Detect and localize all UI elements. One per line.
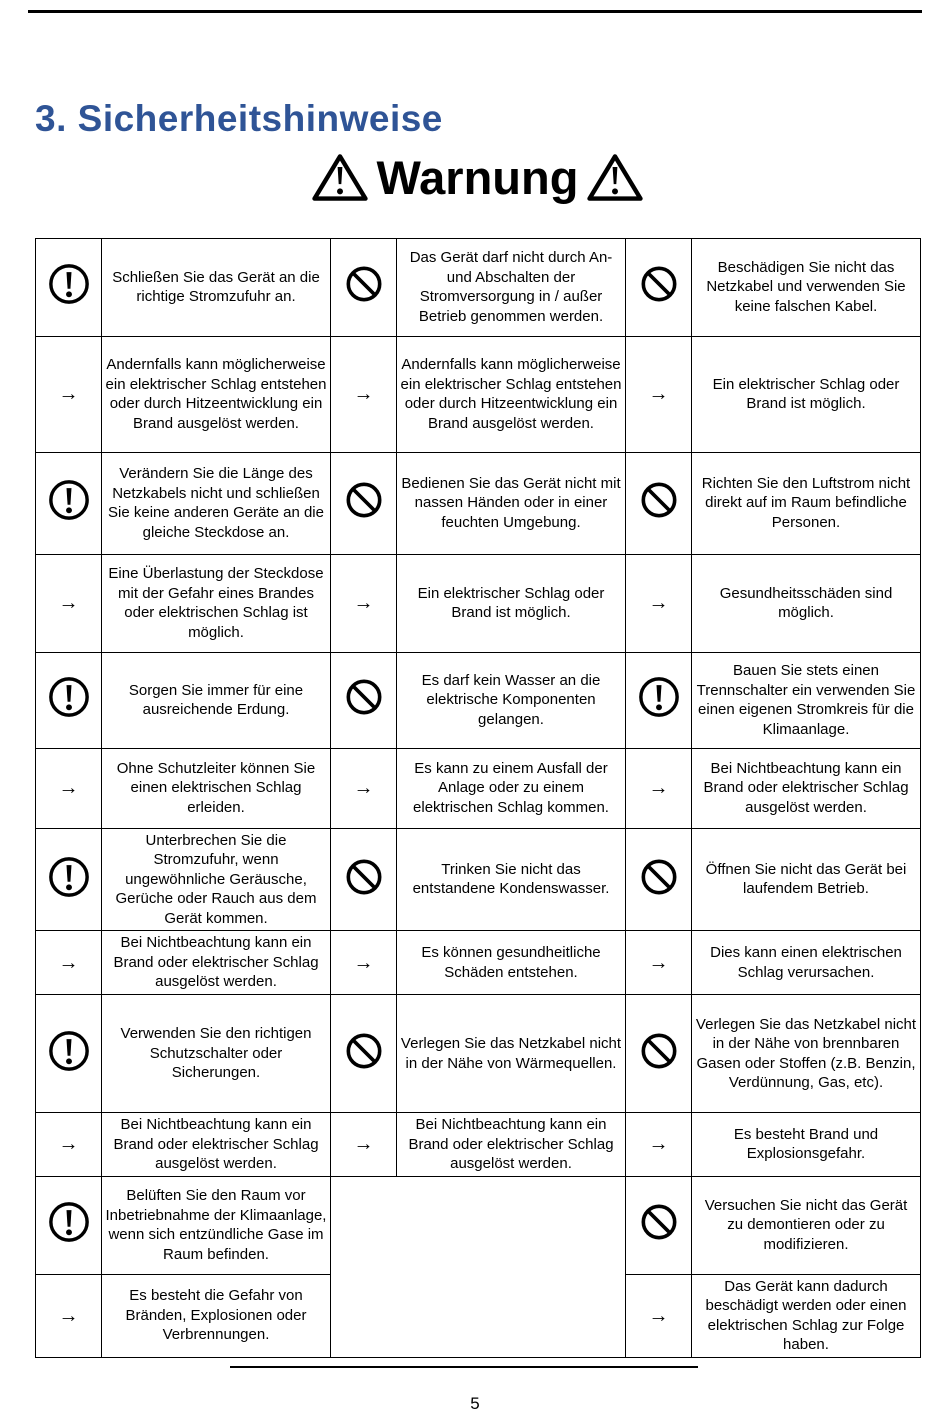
instruction-text: Das Gerät darf nicht durch An- und Abschalten der Stromversorgung in / außer Betrieb genommen werden. (397, 238, 626, 336)
table-bottom-line (230, 1366, 698, 1368)
consequence-text: Bei Nichtbeachtung kann ein Brand oder elektrischer Schlag ausgelöst werden. (397, 1113, 626, 1177)
icon-cell (626, 336, 692, 452)
table-row (36, 828, 921, 931)
arrow-icon: → (58, 1133, 79, 1156)
instruction-text: Bedienen Sie das Gerät nicht mit nassen Händen oder in einer feuchten Umgebung. (397, 452, 626, 554)
arrow-icon: → (648, 592, 669, 615)
instruction-text: Verlegen Sie das Netzkabel nicht in der Nähe von brennbaren Gasen oder Stoffen (z.B. Benzin, Verdünnung, Gas, etc). (692, 995, 921, 1113)
consequence-text: Andernfalls kann möglicherweise ein elektrischer Schlag entstehen oder durch Hitzeentwicklung ein Brand ausgelöst werden. (397, 336, 626, 452)
icon-cell (331, 931, 397, 995)
table-row (36, 238, 921, 336)
instruction-text: Öffnen Sie nicht das Gerät bei laufendem Betrieb. (692, 828, 921, 931)
consequence-text: Es besteht die Gefahr von Bränden, Explosionen oder Verbrennungen. (102, 1274, 331, 1357)
table-row (36, 1176, 921, 1274)
icon-cell (626, 748, 692, 828)
consequence-text: Dies kann einen elektrischen Schlag verursachen. (692, 931, 921, 995)
icon-cell (331, 652, 397, 748)
consequence-text: Es können gesundheitliche Schäden entstehen. (397, 931, 626, 995)
icon-cell (626, 828, 692, 931)
prohibition-icon (345, 858, 383, 896)
icon-cell (36, 1176, 102, 1274)
instruction-text: Es darf kein Wasser an die elektrische Komponenten gelangen. (397, 652, 626, 748)
instruction-text: Verwenden Sie den richtigen Schutzschalter oder Sicherungen. (102, 995, 331, 1113)
exclamation-circle-icon (48, 1030, 90, 1072)
icon-cell (331, 748, 397, 828)
arrow-icon: → (648, 951, 669, 974)
prohibition-icon (640, 265, 678, 303)
prohibition-icon (345, 265, 383, 303)
icon-cell (331, 828, 397, 931)
instruction-text: Belüften Sie den Raum vor Inbetriebnahme der Klimaanlage, wenn sich entzündliche Gase im Raum befinden. (102, 1176, 331, 1274)
icon-cell (36, 452, 102, 554)
icon-cell (626, 238, 692, 336)
icon-cell (626, 652, 692, 748)
icon-cell (36, 748, 102, 828)
icon-cell (626, 1274, 692, 1357)
icon-cell (36, 652, 102, 748)
icon-cell (331, 1113, 397, 1177)
consequence-text: Bei Nichtbeachtung kann ein Brand oder elektrischer Schlag ausgelöst werden. (102, 1113, 331, 1177)
icon-cell (36, 238, 102, 336)
icon-cell (626, 554, 692, 652)
arrow-icon: → (353, 383, 374, 406)
instruction-text: Beschädigen Sie nicht das Netzkabel und verwenden Sie keine falschen Kabel. (692, 238, 921, 336)
exclamation-circle-icon (48, 676, 90, 718)
exclamation-circle-icon (48, 263, 90, 305)
instruction-text: Richten Sie den Luftstrom nicht direkt auf im Raum befindliche Personen. (692, 452, 921, 554)
icon-cell (36, 1113, 102, 1177)
icon-cell (626, 1113, 692, 1177)
icon-cell (626, 452, 692, 554)
arrow-icon: → (353, 592, 374, 615)
consequence-text: Gesundheitsschäden sind möglich. (692, 554, 921, 652)
prohibition-icon (345, 1032, 383, 1070)
arrow-icon: → (648, 1304, 669, 1327)
warning-title-row (35, 152, 920, 204)
warning-triangle-icon (311, 152, 369, 203)
table-row (36, 748, 921, 828)
table-row (36, 336, 921, 452)
icon-cell (626, 995, 692, 1113)
instruction-text: Trinken Sie nicht das entstandene Kondenswasser. (397, 828, 626, 931)
section-heading: 3. Sicherheitshinweise (35, 98, 443, 139)
exclamation-circle-icon (48, 479, 90, 521)
header-rule (28, 10, 922, 13)
arrow-icon: → (58, 1304, 79, 1327)
icon-cell (331, 995, 397, 1113)
arrow-icon: → (648, 383, 669, 406)
table-row (36, 931, 921, 995)
table-row (36, 1113, 921, 1177)
arrow-icon: → (353, 951, 374, 974)
consequence-text: Andernfalls kann möglicherweise ein elektrischer Schlag entstehen oder durch Hitzeentwicklung ein Brand ausgelöst werden. (102, 336, 331, 452)
icon-cell (331, 336, 397, 452)
instruction-text: Verlegen Sie das Netzkabel nicht in der Nähe von Wärmequellen. (397, 995, 626, 1113)
arrow-icon: → (353, 777, 374, 800)
empty-merged-cell (331, 1176, 626, 1357)
instruction-text: Sorgen Sie immer für eine ausreichende Erdung. (102, 652, 331, 748)
consequence-text: Es besteht Brand und Explosionsgefahr. (692, 1113, 921, 1177)
prohibition-icon (640, 481, 678, 519)
safety-table (35, 238, 921, 1358)
consequence-text: Das Gerät kann dadurch beschädigt werden oder einen elektrischen Schlag zur Folge haben. (692, 1274, 921, 1357)
instruction-text: Unterbrechen Sie die Stromzufuhr, wenn ungewöhnliche Geräusche, Gerüche oder Rauch aus dem Gerät kommen. (102, 828, 331, 931)
icon-cell (36, 1274, 102, 1357)
icon-cell (36, 336, 102, 452)
prohibition-icon (640, 1203, 678, 1241)
prohibition-icon (640, 858, 678, 896)
icon-cell (331, 452, 397, 554)
exclamation-circle-icon (638, 676, 680, 718)
table-row (36, 452, 921, 554)
warning-triangle-icon (586, 152, 644, 203)
consequence-text: Ein elektrischer Schlag oder Brand ist möglich. (692, 336, 921, 452)
consequence-text: Es kann zu einem Ausfall der Anlage oder zu einem elektrischen Schlag kommen. (397, 748, 626, 828)
instruction-text: Verändern Sie die Länge des Netzkabels nicht und schließen Sie keine anderen Geräte an die gleiche Steckdose an. (102, 452, 331, 554)
exclamation-circle-icon (48, 856, 90, 898)
arrow-icon: → (58, 951, 79, 974)
prohibition-icon (640, 1032, 678, 1070)
arrow-icon: → (58, 777, 79, 800)
icon-cell (36, 931, 102, 995)
table-row (36, 554, 921, 652)
consequence-text: Ein elektrischer Schlag oder Brand ist möglich. (397, 554, 626, 652)
instruction-text: Schließen Sie das Gerät an die richtige Stromzufuhr an. (102, 238, 331, 336)
consequence-text: Bei Nichtbeachtung kann ein Brand oder elektrischer Schlag ausgelöst werden. (692, 748, 921, 828)
consequence-text: Bei Nichtbeachtung kann ein Brand oder elektrischer Schlag ausgelöst werden. (102, 931, 331, 995)
icon-cell (331, 554, 397, 652)
icon-cell (36, 995, 102, 1113)
warning-title: Warnung (376, 151, 579, 204)
icon-cell (626, 931, 692, 995)
prohibition-icon (345, 678, 383, 716)
icon-cell (36, 828, 102, 931)
icon-cell (626, 1176, 692, 1274)
page-number: 5 (470, 1394, 480, 1413)
prohibition-icon (345, 481, 383, 519)
icon-cell (36, 554, 102, 652)
arrow-icon: → (58, 383, 79, 406)
consequence-text: Ohne Schutzleiter können Sie einen elektrischen Schlag erleiden. (102, 748, 331, 828)
arrow-icon: → (58, 592, 79, 615)
exclamation-circle-icon (48, 1201, 90, 1243)
arrow-icon: → (648, 777, 669, 800)
arrow-icon: → (353, 1133, 374, 1156)
arrow-icon: → (648, 1133, 669, 1156)
table-row (36, 652, 921, 748)
instruction-text: Bauen Sie stets einen Trennschalter ein verwenden Sie einen eigenen Stromkreis für die Klimaanlage. (692, 652, 921, 748)
consequence-text: Eine Überlastung der Steckdose mit der Gefahr eines Brandes oder elektrischen Schlag ist möglich. (102, 554, 331, 652)
instruction-text: Versuchen Sie nicht das Gerät zu demontieren oder zu modifizieren. (692, 1176, 921, 1274)
icon-cell (331, 238, 397, 336)
table-row (36, 995, 921, 1113)
